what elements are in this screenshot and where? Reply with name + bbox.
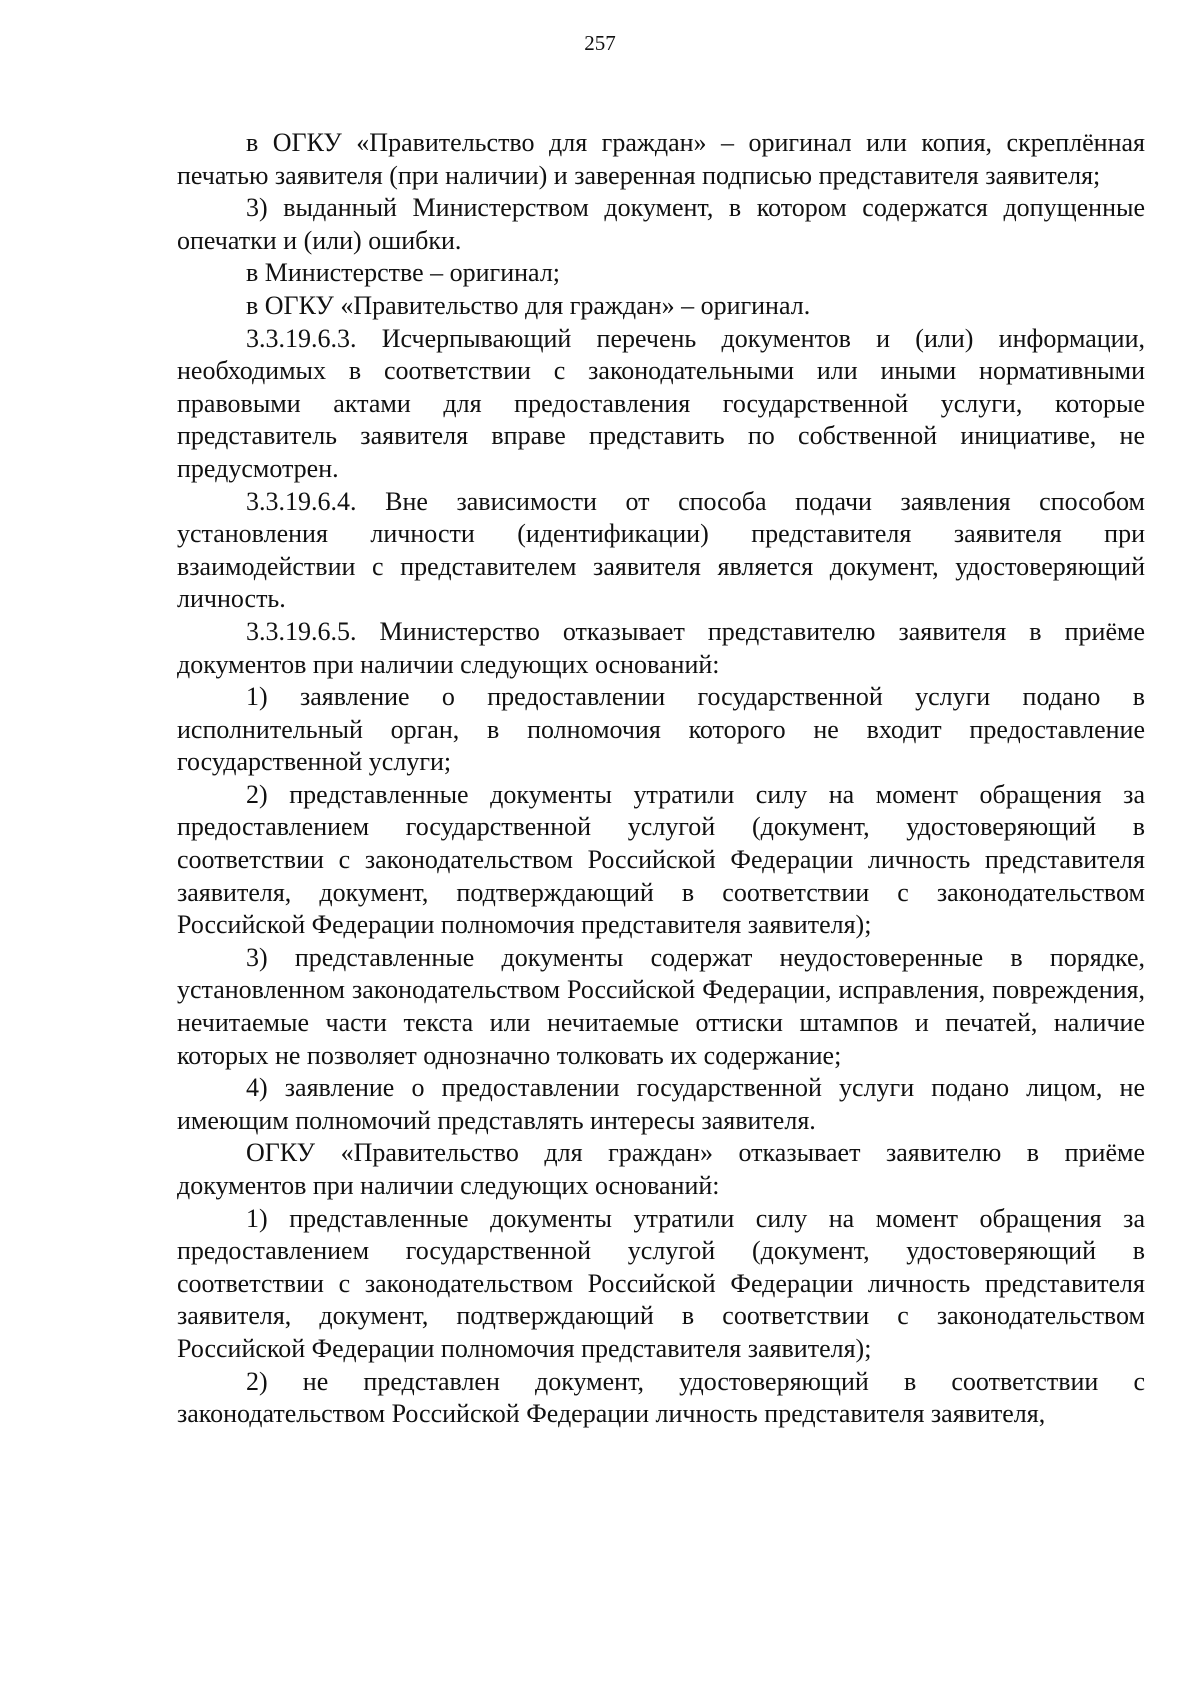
paragraph: в Министерстве – оригинал; xyxy=(246,258,561,288)
paragraph: 1) представленные документы утратили силу на момент обращения за предоставлением государственной услугой (документ, удостоверяющий в соответствии с законодательством Российской Федерации личность представителя заявителя, документ, подтверждающий в соответствии с законодательством Российской Федерации полномочия представителя заявителя); xyxy=(177,1203,1145,1363)
document-body xyxy=(177,127,1145,1431)
paragraph: 3.3.19.6.4. Вне зависимости от способа подачи заявления способом установления личности (идентификации) представителя заявителя при взаимодействии с представителем заявителя является документ, удостоверяющий личность. xyxy=(177,486,1145,614)
paragraph: 2) не представлен документ, удостоверяющий в соответствии с законодательством Российской Федерации личность представителя заявителя, xyxy=(177,1366,1145,1429)
paragraph: ОГКУ «Правительство для граждан» отказывает заявителю в приёме документов при наличии следующих оснований: xyxy=(177,1138,1145,1200)
paragraph: в ОГКУ «Правительство для граждан» – оригинал. xyxy=(246,290,811,320)
paragraph: 1) заявление о предоставлении государственной услуги подано в исполнительный орган, в полномочия которого не входит предоставление государственной услуги; xyxy=(177,682,1145,777)
paragraph: 4) заявление о предоставлении государственной услуги подано лицом, не имеющим полномочий представлять интересы заявителя. xyxy=(177,1073,1145,1135)
paragraph: 3) выданный Министерством документ, в котором содержатся допущенные опечатки и (или) ошибки. xyxy=(177,193,1145,255)
paragraph: 3.3.19.6.5. Министерство отказывает представителю заявителя в приёме документов при наличии следующих оснований: xyxy=(177,616,1145,679)
page-number: 257 xyxy=(584,31,616,55)
paragraph: 2) представленные документы утратили силу на момент обращения за предоставлением государственной услугой (документ, удостоверяющий в соответствии с законодательством Российской Федерации личность представителя заявителя, документ, подтверждающий в соответствии с законодательством Российской Федерации полномочия представителя заявителя); xyxy=(177,779,1145,940)
paragraph: 3.3.19.6.3. Исчерпывающий перечень документов и (или) информации, необходимых в соответствии с законодательными или иными нормативными правовыми актами для предоставления государственной услуги, которые представитель заявителя вправе представить по собственной инициативе, не предусмотрен. xyxy=(177,323,1145,483)
paragraph: 3) представленные документы содержат неудостоверенные в порядке, установленном законодательством Российской Федерации, исправления, повреждения, нечитаемые части текста или нечитаемые оттиски штампов и печатей, наличие которых не позволяет однозначно толковать их содержание; xyxy=(177,942,1145,1070)
paragraph: в ОГКУ «Правительство для граждан» – оригинал или копия, скреплённая печатью заявителя (при наличии) и заверенная подписью представителя заявителя; xyxy=(177,128,1145,190)
